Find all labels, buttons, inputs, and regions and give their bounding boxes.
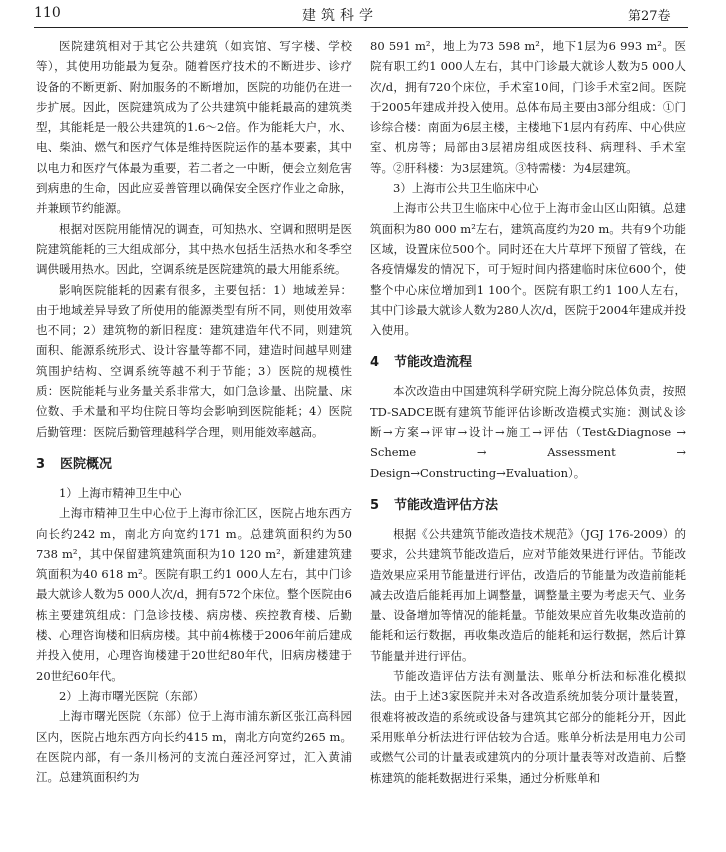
volume-label: 第27卷 (628, 9, 671, 24)
paragraph-intro: 医院建筑相对于其它公共建筑（如宾馆、写字楼、学校等），其使用功能最为复杂。随着医疗技术的不断进步、诊疗设备的不断更新、附加服务的不断增加，医院的功能仍在进一步扩展。因此，医院建筑成为了公共建筑中能耗最高的建筑类型，其能耗是一般公共建筑的1.6～2倍。作为能耗大户，水、电、柴油、燃气和医疗气体是维持医院运作的基本要素，其中以电力和医疗气体最为重要，若二者之一中断，便会立刻危害到病患的生命，因此应妥善管理以确保安全医疗作业之命脉，并兼顾节约能源。 (36, 39, 352, 216)
section-5-heading (370, 496, 686, 516)
subsection-3-text: 上海市公共卫生临床中心位于上海市金山区山阳镇。总建筑面积为80 000 m²左右，建筑高度约为20 m。共有9个功能区域，设置床位500个。同时还在大片草坪下预留了管线，在各疫情爆发的情况下，可于短时间内搭建临时床位600个，使整个中心床位增加到1 100个。医院有职工约1 100人左右，其中门诊最大就诊人数为280人次/d，医院于2004年建成并投入使用。 (370, 201, 686, 338)
section-5-paragraph-1: 根据《公共建筑节能改造技术规范》（JGJ 176-2009）的要求，公共建筑节能改造后，应对节能效果进行评估。节能改造效果应采用节能量进行评估，改造后的节能量为改造前能耗减去改造后能耗再加上调整量，调整量主要为考虑天气、业务量、设备增加等情况的能耗量。节能效果应首先收集改造前的能耗和运行数据，再收集改造后的能耗和运行数据，然后计算节能量并进行评估。 (370, 526, 686, 663)
section-4-heading (370, 353, 686, 373)
paragraph-factors: 影响医院能耗的因素有很多，主要包括：1）地域差异：由于地域差异导致了所使用的能源类型有所不同，则使用效率也不同；2）建筑物的新旧程度：建筑建造年代不同，则建筑面积、能源系统形式、设计容量等都不同，建造时间越早则建筑围护结构、空调系统等越不利于节能；3）医院的规模性质：医院能耗与业务量关系非常大，如门急诊量、出院量、床位数、手术量和平均住院日等均会影响到医院能耗；4）医院后勤管理：医院后勤管理越科学合理，则用能效率越高。 (36, 282, 352, 439)
section-3-title: 医院概况 (60, 456, 113, 472)
section-5-title: 节能改造评估方法 (394, 497, 499, 513)
left-column (36, 36, 352, 846)
section-5-paragraph-2: 节能改造评估方法有测量法、账单分析法和标准化模拟法。由于上述3家医院并未对各改造系统加装分项计量装置，很难将被改造的系统或设备与建筑其它部分的能耗分开，因此采用账单分析法进行评估较为合适。账单分析法是用电力公司或燃气公司的计量表或建筑内的分项计量表等对改造前、后整栋建筑的能耗数据进行采集，通过分析账单和 (370, 669, 686, 785)
page-number: 110 (34, 5, 61, 21)
subsection-2-text: 上海市曙光医院（东部）位于上海市浦东新区张江高科园区内，医院占地东西方向长约415 m，南北方向宽约265 m。在医院内部，有一条川杨河的支流白莲泾河穿过，汇入黄浦江。总建筑面积约为 (36, 709, 352, 785)
subsection-3-title: 3）上海市公共卫生临床中心 (393, 181, 539, 196)
right-column (370, 36, 686, 846)
header-rule (34, 27, 688, 28)
section-5-number: 5 (370, 497, 380, 513)
journal-name: 建筑科学 (302, 8, 378, 24)
section-3-heading (36, 455, 352, 475)
section-4-number: 4 (370, 355, 380, 371)
subsection-2-title: 2）上海市曙光医院（东部） (59, 688, 205, 703)
subsection-1-text: 上海市精神卫生中心位于上海市徐汇区，医院占地东西方向长约242 m，南北方向宽约171 m。总建筑面积约为50 738 m²，其中保留建筑建筑面积为10 120 m²，新建建筑建筑面积为40 618 m²。医院有职工约1 000人左右，其中门诊最大就诊人数为5 000人次/d，拥有572个床位。整个医院由6栋主要建筑组成：门急诊技楼、病房楼、疾控教育楼、后勤楼、心理咨询楼和旧病房楼。其中前4栋楼于2006年前后建成并投入使用，心理咨询楼建于20世纪80年代，旧病房楼建于20世纪60年代。 (36, 506, 352, 683)
section-4-text: 本次改造由中国建筑科学研究院上海分院总体负责，按照TD-SADCE既有建筑节能评估诊断改造模式实施：测试＆诊断→方案→评审→设计→施工→评估（Test&Diagnose → Scheme → Assessment → Design→Constructing→Evaluation）。 (370, 384, 686, 480)
section-4-title: 节能改造流程 (394, 355, 473, 371)
subsection-1-title: 1）上海市精神卫生中心 (59, 485, 182, 500)
section-3-number: 3 (36, 456, 46, 472)
paragraph-energy-use: 根据对医院用能情况的调查，可知热水、空调和照明是医院建筑能耗的三大组成部分，其中热水包括生活热水和冬季空调供暖用热水。因此，空调系统是医院建筑的最大用能系统。 (36, 221, 352, 277)
subsection-2-text-continued: 80 591 m²，地上为73 598 m²，地下1层为6 993 m²。医院有职工约1 000人左右，其中门诊最大就诊人数为5 000人次/d，拥有720个床位，手术室10间，门诊手术室2间。医院于2005年建成并投入使用。总体布局主要由3部分组成：①门诊综合楼：南面为6层主楼，主楼地下1层内有药库、中心供应室、机房等；局部由3层裙房组成医技科、病理科、手术室等。②肝科楼：为3层建筑。③特需楼：为4层建筑。 (370, 39, 686, 175)
